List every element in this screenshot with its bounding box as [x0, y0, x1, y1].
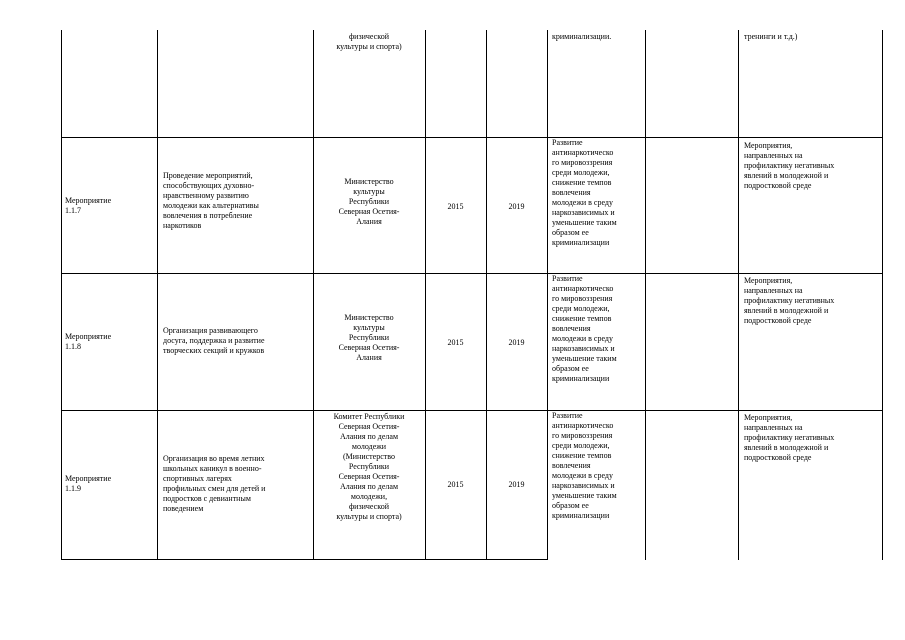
- cell-notes: Мероприятия, направленных на профилактику негативных явлений в молодежной и подростковой среде: [744, 276, 835, 325]
- column-divider: [882, 30, 883, 560]
- cell-start-year: 2015: [447, 480, 464, 489]
- cell-end-year: 2019: [508, 202, 525, 211]
- cell-activity-name: Организация во время летних школьных каникул в военно- спортивных лагерях профильных смен для детей и подростков с девиантным поведением: [163, 454, 266, 513]
- cell-activity-code: Мероприятие 1.1.9: [65, 474, 112, 493]
- cell-start-year: 2015: [447, 338, 464, 347]
- column-divider: [738, 30, 739, 560]
- cell-activity-code: Мероприятие 1.1.7: [65, 196, 112, 215]
- cell-responsible: Комитет Республики Северная Осетия- Алания по делам молодежи (Министерство Республики Северная Осетия- Алания по делам молодежи, физической культуры и спорта): [333, 412, 405, 521]
- cell-result: Развитие антинаркотическо го мировоззрения среди молодежи, снижение темпов вовлечения молодежи в среду наркозависимых и уменьшение таким образом ее криминализации: [552, 138, 617, 247]
- cell-responsible: физической культуры и спорта): [336, 32, 402, 51]
- cell-responsible: Министерство культуры Республики Северная Осетия- Алания: [338, 313, 400, 362]
- column-divider: [645, 30, 646, 560]
- row-divider: [61, 137, 883, 138]
- cell-activity-name: Организация развивающего досуга, поддержка и развитие творческих секций и кружков: [163, 326, 265, 355]
- cell-end-year: 2019: [508, 480, 525, 489]
- column-divider: [157, 30, 158, 560]
- table-bottom-border: [61, 559, 547, 560]
- column-divider: [547, 30, 548, 560]
- cell-start-year: 2015: [447, 202, 464, 211]
- column-divider: [61, 30, 62, 560]
- cell-result: криминализации.: [552, 32, 612, 41]
- cell-end-year: 2019: [508, 338, 525, 347]
- cell-notes: тренинги и т.д.): [744, 32, 798, 41]
- cell-result: Развитие антинаркотическо го мировоззрения среди молодежи, снижение темпов вовлечения молодежи в среду наркозависимых и уменьшение таким образом ее криминализации: [552, 274, 617, 383]
- cell-result: Развитие антинаркотическо го мировоззрения среди молодежи, снижение темпов вовлечения молодежи в среду наркозависимых и уменьшение таким образом ее криминализации: [552, 411, 617, 520]
- cell-responsible: Министерство культуры Республики Северная Осетия- Алания: [338, 177, 400, 226]
- cell-activity-name: Проведение мероприятий, способствующих духовно- нравственному развитию молодежи как альтернативы вовлечения в потребление наркотиков: [163, 171, 259, 230]
- cell-notes: Мероприятия, направленных на профилактику негативных явлений в молодежной и подростковой среде: [744, 413, 835, 462]
- cell-notes: Мероприятия, направленных на профилактику негативных явлений в молодежной и подростковой среде: [744, 141, 835, 190]
- row-divider: [61, 410, 883, 411]
- row-divider: [61, 273, 883, 274]
- cell-activity-code: Мероприятие 1.1.8: [65, 332, 112, 351]
